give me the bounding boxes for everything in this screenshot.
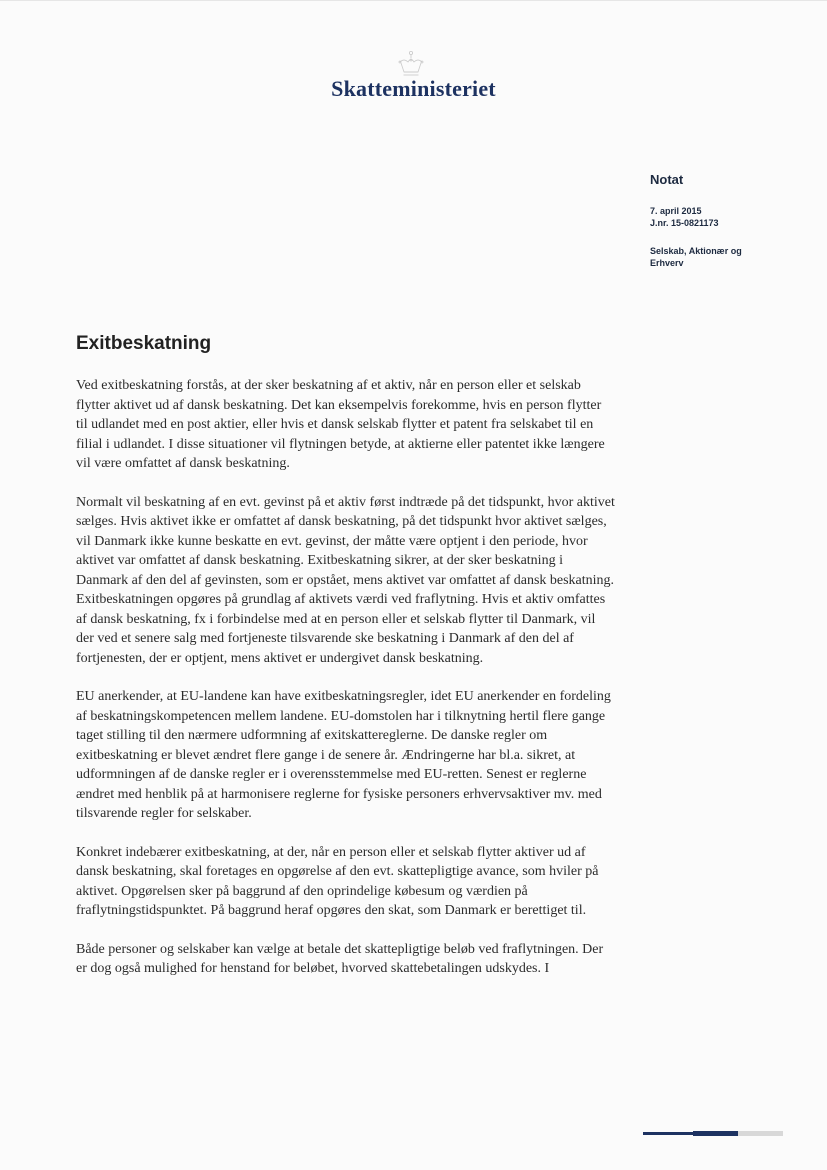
paragraph: Normalt vil beskatning af en evt. gevinst på et aktiv først indtræde på det tidspunkt, hvor aktivet sælges. Hvis aktivet ikke er omfattet af dansk beskatning, på det tidspunkt hvor aktivet sælges, vil Danmark ikke kunne beskatte en evt. gevinst, der måtte være optjent i den periode, hvor aktivet var omfattet af dansk beskatning. Exitbeskatning sikrer, at der sker beskatning i Danmark af den del af gevinsten, som er opstået, mens aktivet var omfattet af dansk beskatning. Exitbeskatningen opgøres på grundlag af aktivets værdi ved fraflytning. Hvis et aktiv omfattes af dansk beskatning, fx i forbindelse med at en person eller et selskab flytter til Danmark, vil der ved et senere salg med fortjeneste tilsvarende ske beskatning i Danmark af den del af fortjenesten, der er optjent, mens aktivet er undergivet dansk beskatning. bbox=[76, 494, 615, 666]
logo-text: Skatteministeriet bbox=[331, 76, 496, 101]
paragraph: Konkret indebærer exitbeskatning, at der, når en person eller et selskab flytter aktiver ud af dansk beskatning, skal foretages en opgørelse af den evt. skattepligtige avance, som hviler på aktivet. Opgørelsen sker på baggrund af den oprindelige købesum og værdien på fraflytningstidspunktet. På baggrund heraf opgøres den skat, som Danmark er berettiget til. bbox=[76, 844, 599, 918]
document-title: Exitbeskatning bbox=[76, 333, 212, 354]
footer-bar-segment bbox=[738, 1131, 783, 1136]
footer-bar-segment bbox=[693, 1131, 738, 1136]
document-meta bbox=[650, 172, 800, 269]
paragraph: Ved exitbeskatning forstås, at der sker beskatning af et aktiv, når en person eller et selskab flytter aktivet ud af dansk beskatning. Det kan eksempelvis forekomme, hvis en person flytter til udlandet med en post aktier, eller hvis et dansk selskab flytter et patent fra selskabet til en filial i udlandet. I disse situationer vil flytningen betyde, at aktierne eller patentet ikke længere vil være omfattet af dansk beskatning. bbox=[76, 378, 605, 471]
doc-date: 7. april 2015 bbox=[650, 206, 702, 216]
document-body bbox=[76, 376, 616, 998]
journal-number: J.nr. 15-0821173 bbox=[650, 218, 719, 228]
footer-bar bbox=[643, 1131, 783, 1136]
department: Selskab, Aktionær og Erhverv bbox=[650, 246, 742, 268]
footer-bar-segment bbox=[643, 1132, 693, 1135]
paragraph: EU anerkender, at EU-landene kan have exitbeskatningsregler, idet EU anerkender en fordeling af beskatningskompetencen mellem landene. EU-domstolen har i tilknytning hertil flere gange taget stilling til den nærmere udformning af exitskattereglerne. De danske regler om exitbeskatning er blevet ændret flere gange i de senere år. Ændringerne har bl.a. sikret, at udformningen af de danske regler er i overensstemmelse med EU-retten. Senest er reglerne ændret med henblik på at harmonisere reglerne for fysiske personers erhvervsaktiver mv. med tilsvarende regler for selskaber. bbox=[76, 689, 611, 821]
paragraph: Både personer og selskaber kan vælge at betale det skattepligtige beløb ved fraflytningen. Der er dog også mulighed for henstand for beløbet, hvorved skattebetalingen udskydes. I bbox=[76, 941, 604, 976]
doc-type: Notat bbox=[650, 172, 684, 187]
